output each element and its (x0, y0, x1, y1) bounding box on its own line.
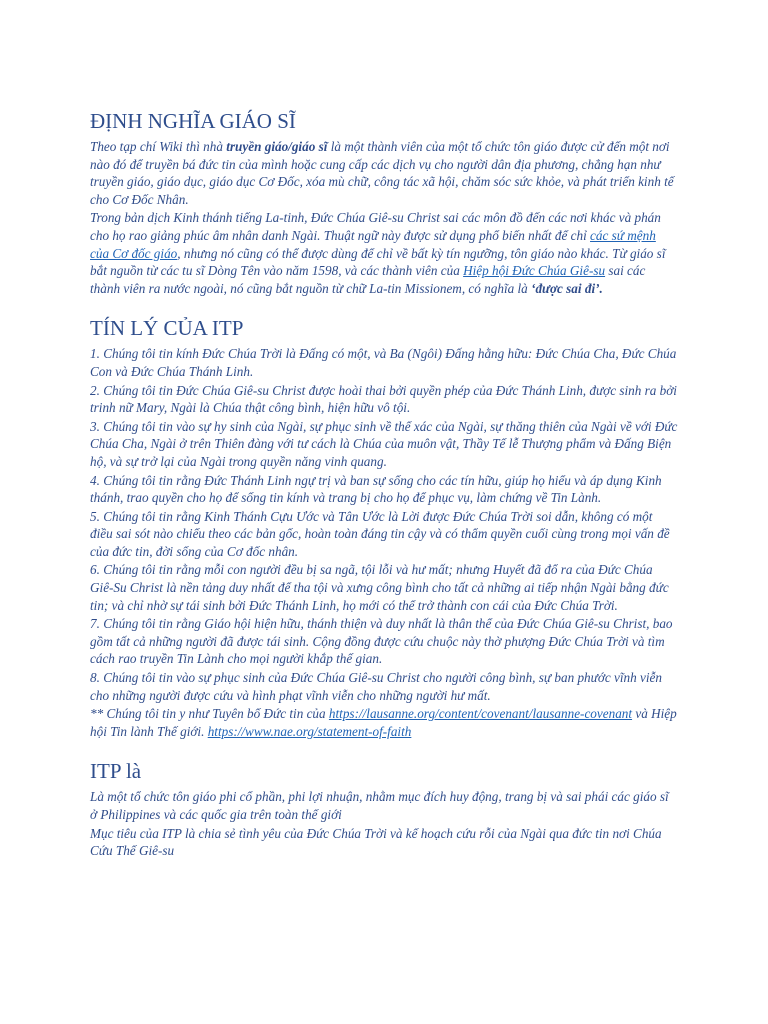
belief-item-3: 3. Chúng tôi tin vào sự hy sinh của Ngài, sự phục sinh về thể xác của Ngài, sự thăng thiên của Ngài về với Đức Chúa Cha, Ngài ở trên Thiên đàng với tư cách là Chúa của muôn vật, Thầy Tế lễ Thượng phẩm và Đấng Biện hộ, và sự trở lại của Ngài trong quyền năng vinh quang. (90, 418, 678, 469)
document-content (90, 108, 678, 860)
belief-item-2: 2. Chúng tôi tin Đức Chúa Giê-su Christ được hoài thai bởi quyền phép của Đức Thánh Linh, được sinh ra bởi trinh nữ Mary, Ngài là Chúa thật công bình, hiện hữu vô tội. (90, 382, 677, 416)
link-nae-statement[interactable]: https://www.nae.org/statement-of-faith (207, 723, 412, 739)
belief-item-4: 4. Chúng tôi tin rằng Đức Thánh Linh ngự trị và ban sự sống cho các tín hữu, giúp họ hiểu và áp dụng Kinh thánh, trao quyền cho họ để sống tin kính và trang bị cho họ để phục vụ, làm chứng về Tin Lành. (90, 472, 662, 506)
text-run: Trong bản dịch Kinh thánh tiếng La-tinh, Đức Chúa Giê-su Christ sai các môn đồ đến các nơi khác và phán cho họ rao giảng phúc âm nhân danh Ngài. Thuật ngữ này được sử dụng phổ biến nhất để chỉ (90, 210, 661, 243)
text-run: , nhưng nó cũng có thể được dùng để chỉ về bất kỳ tín ngưỡng, tôn giáo nào khác. Từ giáo sĩ bắt nguồn từ các tu sĩ Dòng Tên vào năm 1598, và các thành viên của (90, 245, 666, 279)
belief-item-8: 8. Chúng tôi tin vào sự phục sinh của Đức Chúa Giê-su Christ cho người công bình, sự ban phước vĩnh viễn cho những người được cứu và hình phạt vĩnh viễn cho những người hư mất. (90, 670, 662, 703)
paragraph-latin-bible (90, 209, 678, 297)
link-society-of-jesus[interactable]: Hiệp hội Đức Chúa Giê-su (463, 263, 606, 279)
bold-term: ‘được sai đi’. (531, 280, 603, 296)
heading-itp-is: ITP là (90, 759, 142, 784)
paragraph-itp-organization: Là một tổ chức tôn giáo phi cổ phần, phi lợi nhuận, nhằm mục đích huy động, trang bị và sai phái các giáo sĩ ở Philippines và các quốc gia trên toàn thế giới (90, 789, 669, 822)
text-run: và Hiệp hội Tin lành Thế giới. (90, 706, 677, 739)
paragraph-wiki-definition (90, 138, 678, 208)
heading-missionary-definition: ĐỊNH NGHĨA GIÁO SĨ (90, 109, 296, 133)
link-lausanne-covenant[interactable]: https://lausanne.org/content/covenant/lausanne-covenant (328, 706, 633, 722)
belief-item-7: 7. Chúng tôi tin rằng Giáo hội hiện hữu, thánh thiện và duy nhất là thân thể của Đức Chúa Giê-su Christ, bao gồm tất cả những người đã được tái sinh. Cộng đồng được cứu chuộc này thờ phượng Đức Chúa Trời và tìm cách rao truyền Tin Lành cho mọi người khắp thế gian. (90, 616, 673, 667)
text-run: Theo tạp chí Wiki thì nhà (90, 139, 227, 154)
paragraph-itp-goal: Mục tiêu của ITP là chia sẻ tình yêu của Đức Chúa Trời và kế hoạch cứu rỗi của Ngài qua đức tin nơi Chúa Cứu Thế Giê-su (90, 825, 662, 859)
belief-item-1: 1. Chúng tôi tin kính Đức Chúa Trời là Đấng có một, và Ba (Ngôi) Đấng hằng hữu: Đức Chúa Cha, Đức Chúa Con và Đức Chúa Thánh Linh. (90, 346, 677, 379)
text-run: là một thành viên của một tổ chức tôn giáo được cử đến một nơi nào đó để truyền bá đức tin của mình hoặc cung cấp các dịch vụ cho người dân địa phương, chẳng hạn như truyền giáo, giáo dục, giáo dục Cơ Đốc, xóa mù chữ, công tác xã hội, chăm sóc sức khỏe, và phát triển kinh tế cho Cơ Đốc Nhân. (90, 139, 674, 207)
bold-term: truyền giáo/giáo sĩ (226, 139, 328, 154)
paragraph-faith-statement-note (90, 705, 678, 740)
text-run: sai các thành viên ra nước ngoài, nó cũng bắt nguồn từ chữ La-tin Missionem, có nghĩa là (90, 263, 646, 296)
belief-item-6: 6. Chúng tôi tin rằng mỗi con người đều bị sa ngã, tội lỗi và hư mất; nhưng Huyết đã đổ ra của Đức Chúa Giê-Su Christ là nền tảng duy nhất để tha tội và xưng công bình cho tất cả những ai tiếp nhận Ngài bằng đức tin; và chỉ nhờ sự tái sinh bởi Đức Thánh Linh, họ mới có thể trở thành con cái của Đức Chúa Trời. (90, 562, 669, 613)
belief-item-5: 5. Chúng tôi tin rằng Kinh Thánh Cựu Ước và Tân Ước là Lời được Đức Chúa Trời soi dẫn, không có một điều sai sót nào chiếu theo các bản gốc, hoàn toàn đáng tin cậy và có thẩm quyền cuối cùng trong mọi vấn đề của đức tin, đời sống của Cơ đốc nhân. (90, 508, 670, 559)
heading-itp-beliefs: TÍN LÝ CỦA ITP (90, 316, 244, 341)
text-run: ** Chúng tôi tin y như Tuyên bố Đức tin của (90, 706, 329, 722)
link-christian-missions[interactable]: các sứ mệnh của Cơ đốc giáo (90, 227, 656, 261)
